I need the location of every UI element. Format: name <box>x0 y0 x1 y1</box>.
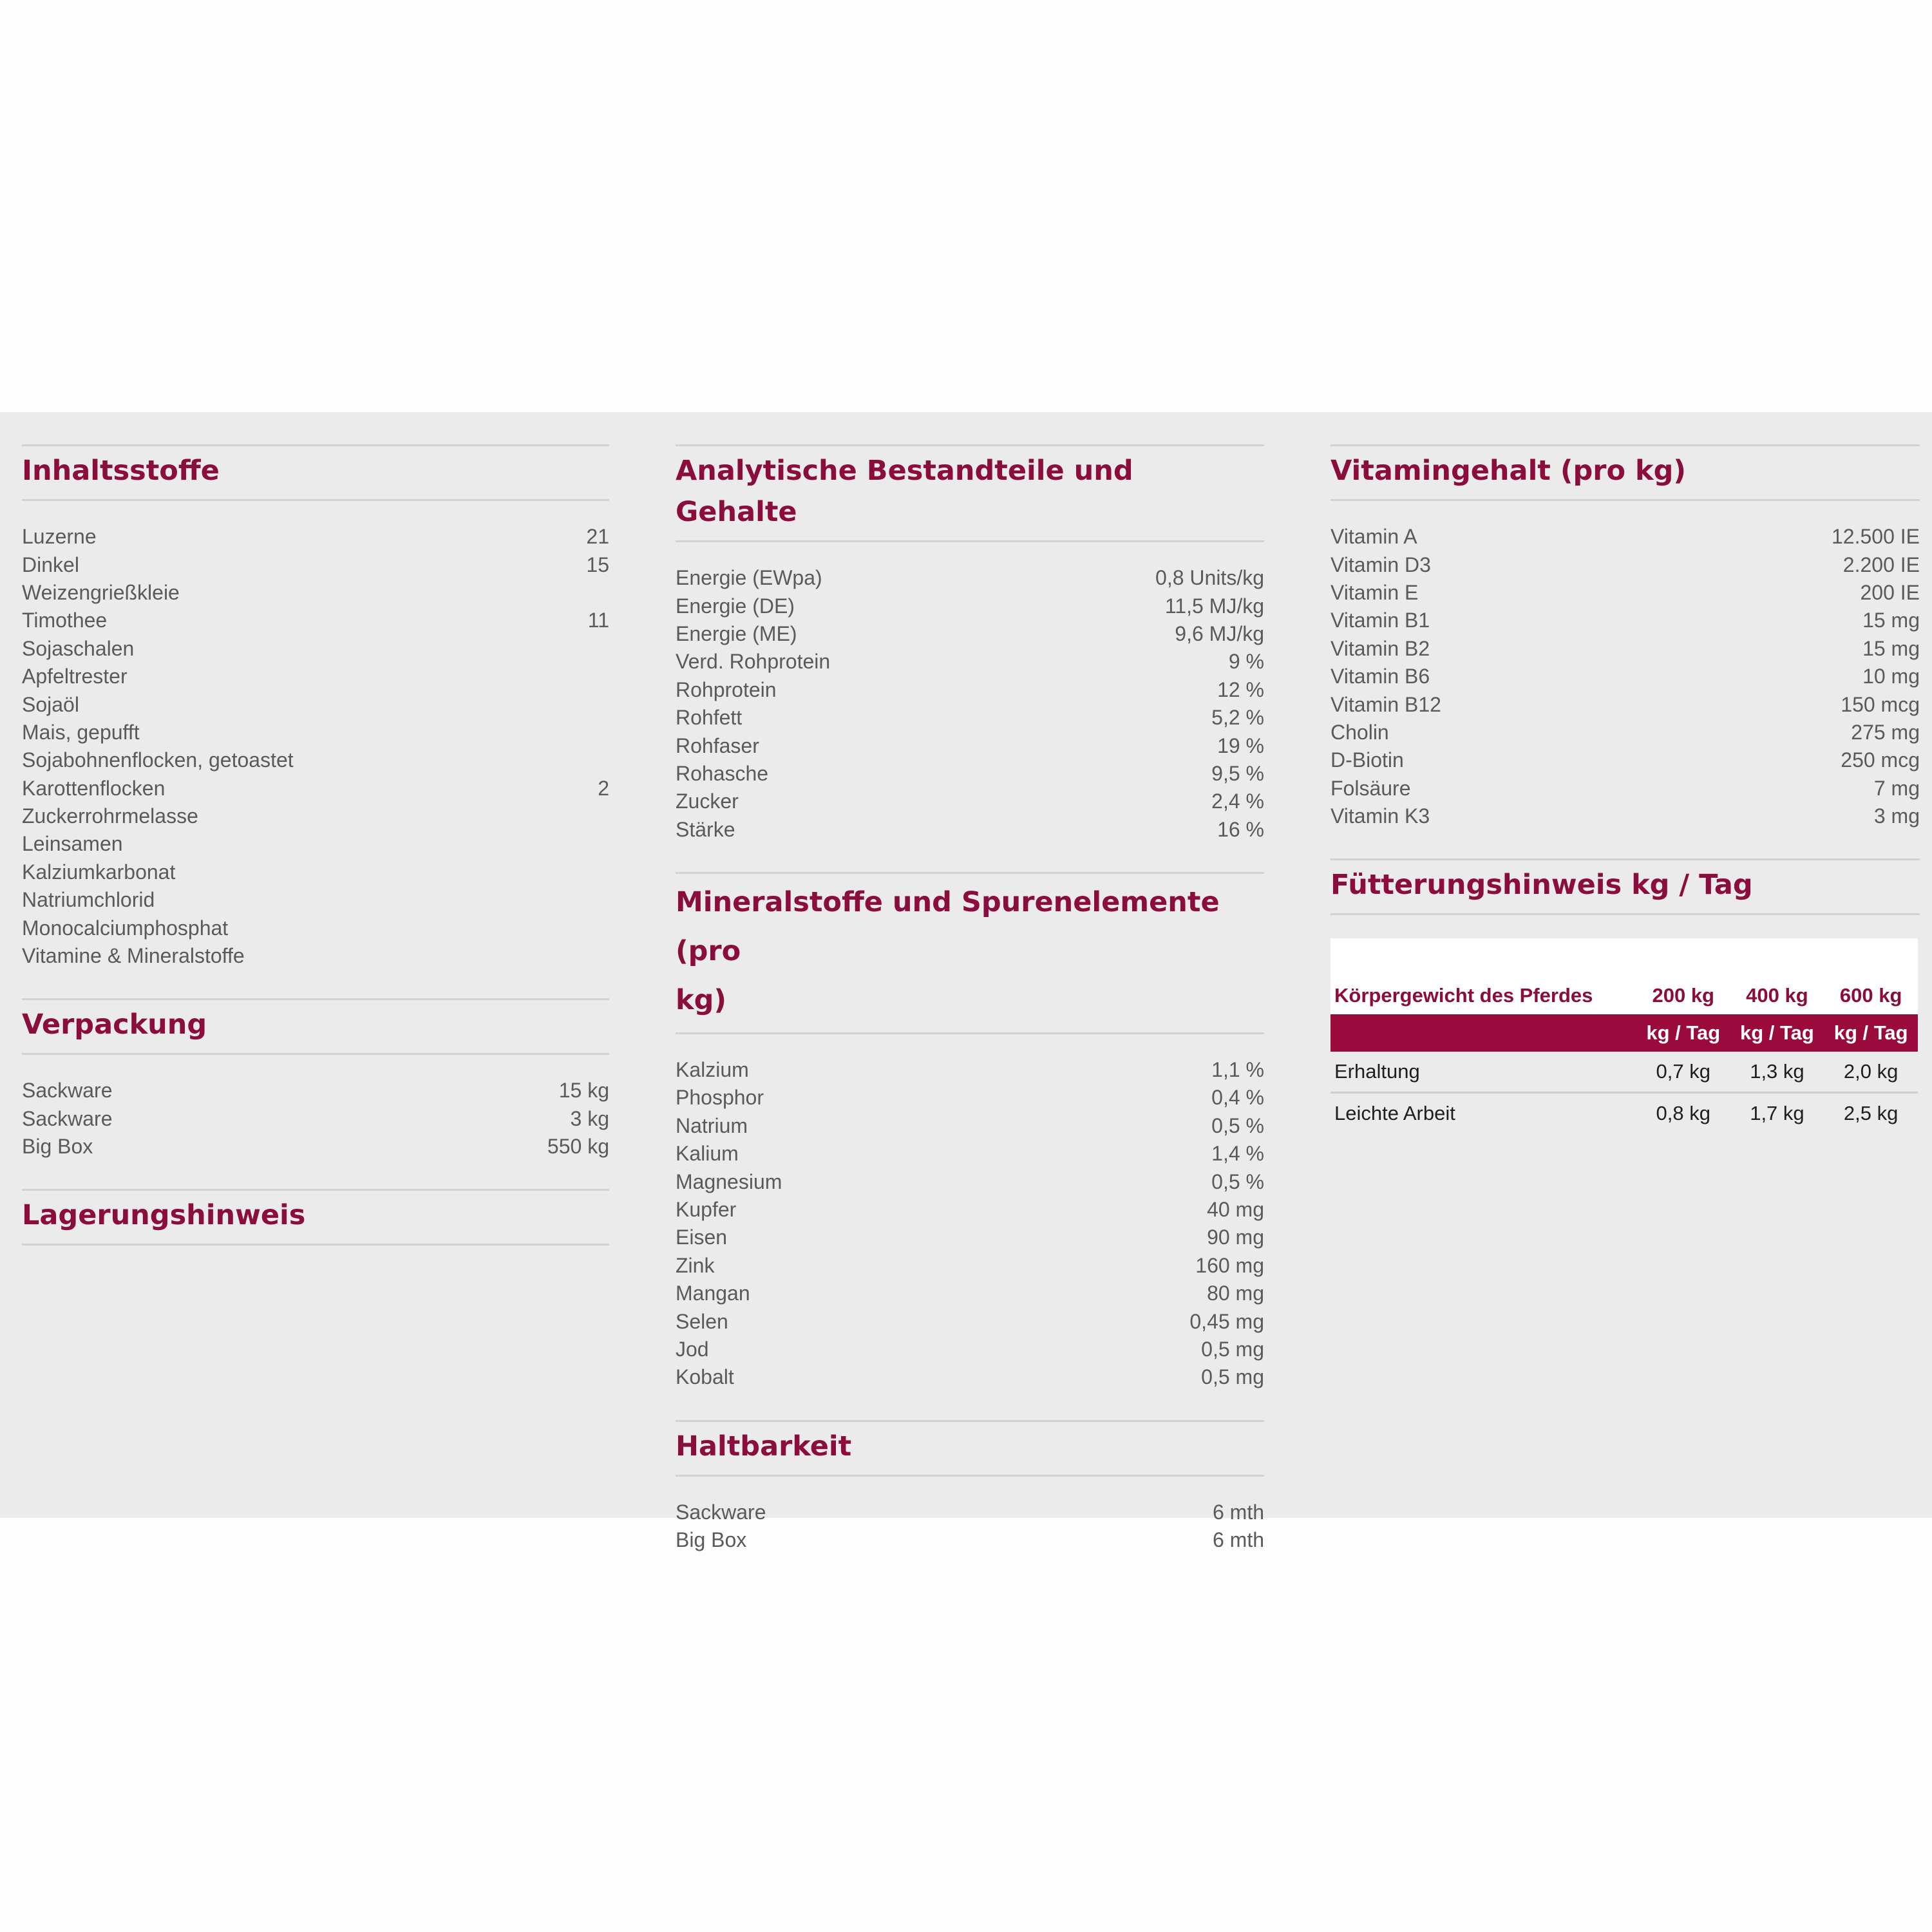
item-value: 1,1 % <box>1211 1058 1264 1082</box>
list-item <box>676 1336 1264 1363</box>
section-analytisch <box>676 444 1264 872</box>
item-value: 90 mg <box>1207 1226 1264 1249</box>
list-item <box>22 886 609 914</box>
item-name: Kobalt <box>676 1365 734 1389</box>
list <box>676 542 1264 872</box>
item-name: Timothee <box>22 609 108 632</box>
list-item <box>676 620 1264 648</box>
list-item <box>1331 663 1920 690</box>
list-item <box>676 816 1264 844</box>
list-item <box>676 1168 1264 1195</box>
weight-header: 400 kg <box>1746 984 1808 1007</box>
list-item <box>676 760 1264 788</box>
list-item <box>22 635 609 663</box>
list-item <box>676 788 1264 815</box>
item-value: 12.500 IE <box>1832 525 1920 549</box>
item-name: Zucker <box>676 790 739 813</box>
list-item <box>676 676 1264 704</box>
item-name: Magnesium <box>676 1170 782 1193</box>
item-value: 21 <box>586 525 609 549</box>
item-value: 150 mcg <box>1841 692 1920 716</box>
section-title: Verpackung <box>22 1009 207 1041</box>
item-value: 15 <box>586 553 609 576</box>
item-name: Energie (ME) <box>676 621 797 645</box>
item-name: Sojabohnenflocken, getoastet <box>22 748 294 772</box>
list-item <box>676 704 1264 732</box>
list-item <box>22 830 609 858</box>
list-item <box>22 942 609 970</box>
item-name: Selen <box>676 1309 728 1333</box>
section-lagerung <box>22 1189 609 1245</box>
feeding-table-unit-bar <box>1331 1014 1918 1052</box>
list-item <box>676 1084 1264 1112</box>
item-value: 5,2 % <box>1211 706 1264 730</box>
item-name: Sackware <box>676 1500 766 1524</box>
item-value: 40 mg <box>1207 1198 1264 1222</box>
row-value: 2,0 kg <box>1824 1052 1918 1093</box>
section-title: Analytische Bestandteile und Gehalte <box>676 455 1133 528</box>
item-name: Karottenflocken <box>22 776 166 800</box>
list-item <box>22 551 609 578</box>
list-item <box>22 523 609 551</box>
item-name: Big Box <box>676 1528 747 1552</box>
item-name: Energie (DE) <box>676 594 795 618</box>
item-name: Sojaöl <box>22 692 79 716</box>
item-value: 0,4 % <box>1211 1086 1264 1110</box>
list-item <box>22 579 609 607</box>
item-value: 200 IE <box>1860 580 1920 604</box>
item-value: 2,4 % <box>1211 790 1264 813</box>
item-value: 15 kg <box>558 1079 609 1103</box>
list-item <box>22 607 609 634</box>
item-value: 16 % <box>1217 817 1264 841</box>
item-value: 15 mg <box>1862 636 1920 660</box>
item-name: Rohfaser <box>676 734 759 757</box>
section-inhaltsstoffe <box>22 444 609 998</box>
section-title-line1: Mineralstoffe und Spurenelemente (pro <box>676 886 1220 967</box>
list <box>676 1034 1264 1420</box>
item-value: 6 mth <box>1212 1500 1264 1524</box>
list-item <box>22 690 609 718</box>
item-name: Rohfett <box>676 706 743 730</box>
item-value: 9 % <box>1228 650 1264 674</box>
item-name: Monocalciumphosphat <box>22 916 229 940</box>
section-title: Fütterungshinweis kg / Tag <box>1331 869 1753 902</box>
item-name: Apfeltrester <box>22 665 128 688</box>
list-item <box>676 732 1264 759</box>
item-name: Leinsamen <box>22 832 123 856</box>
list-item <box>676 1280 1264 1307</box>
item-value: 275 mg <box>1851 720 1920 744</box>
item-name: Folsäure <box>1331 776 1411 800</box>
item-name: Vitamin E <box>1331 580 1419 604</box>
item-name: Weizengrießkleie <box>22 580 180 604</box>
list-item <box>676 1252 1264 1280</box>
weight-header: 600 kg <box>1839 984 1902 1007</box>
list-item <box>676 1307 1264 1335</box>
feeding-table-header <box>1331 977 1918 1014</box>
item-value: 3 kg <box>570 1106 609 1130</box>
item-value: 0,5 mg <box>1201 1365 1264 1389</box>
section-title-line2: kg) <box>676 983 727 1016</box>
table-row <box>1331 1093 1918 1134</box>
item-name: Mais, gepufft <box>22 720 140 744</box>
item-name: Vitamine & Mineralstoffe <box>22 944 245 968</box>
section-verpackung <box>22 998 609 1189</box>
item-name: Natrium <box>676 1113 748 1137</box>
item-name: Stärke <box>676 817 735 841</box>
list-item <box>22 746 609 774</box>
list-item <box>1331 719 1920 746</box>
list-item <box>22 802 609 830</box>
column-left <box>22 444 609 1245</box>
list-item <box>1331 579 1920 607</box>
list-item <box>1331 635 1920 663</box>
row-label: Erhaltung <box>1331 1052 1636 1093</box>
list-item <box>676 648 1264 676</box>
list <box>1331 501 1920 858</box>
section-title: Vitamingehalt (pro kg) <box>1331 455 1687 487</box>
list-item <box>676 1526 1264 1554</box>
list-item <box>22 775 609 802</box>
item-value: 0,8 Units/kg <box>1155 566 1264 590</box>
item-value: 0,5 % <box>1211 1170 1264 1193</box>
item-name: Natriumchlorid <box>22 888 155 912</box>
item-value: 11,5 MJ/kg <box>1164 594 1264 618</box>
item-name: Sackware <box>22 1106 113 1130</box>
weight-header: 200 kg <box>1652 984 1714 1007</box>
list-item <box>676 1112 1264 1140</box>
item-name: Big Box <box>22 1135 93 1159</box>
item-name: D-Biotin <box>1331 748 1404 772</box>
list-item <box>676 1140 1264 1168</box>
section-title: Lagerungshinweis <box>22 1199 306 1232</box>
item-name: Rohasche <box>676 761 769 785</box>
item-name: Vitamin B2 <box>1331 636 1430 660</box>
item-name: Kalzium <box>676 1058 749 1082</box>
section-haltbarkeit <box>676 1420 1264 1583</box>
list-item <box>22 1133 609 1160</box>
unit-label: kg / Tag <box>1636 1014 1730 1052</box>
item-name: Energie (EWpa) <box>676 566 822 590</box>
item-value: 15 mg <box>1862 609 1920 632</box>
item-name: Vitamin K3 <box>1331 804 1430 828</box>
item-name: Kupfer <box>676 1198 737 1222</box>
section-mineralstoffe <box>676 872 1264 1420</box>
section-fuetterung <box>1331 858 1920 1133</box>
item-name: Rohprotein <box>676 677 777 701</box>
item-value: 9,6 MJ/kg <box>1175 621 1264 645</box>
section-title: Haltbarkeit <box>676 1430 852 1463</box>
list <box>676 1477 1264 1583</box>
list-item <box>22 719 609 746</box>
section-title <box>676 878 1264 1025</box>
unit-label: kg / Tag <box>1824 1014 1918 1052</box>
item-value: 0,5 % <box>1211 1113 1264 1137</box>
list-item <box>1331 523 1920 551</box>
row-value: 0,8 kg <box>1636 1093 1730 1134</box>
item-name: Sojaschalen <box>22 636 135 660</box>
item-name: Cholin <box>1331 720 1389 744</box>
item-value: 19 % <box>1217 734 1264 757</box>
item-value: 10 mg <box>1862 665 1920 688</box>
item-value: 80 mg <box>1207 1282 1264 1305</box>
row-value: 2,5 kg <box>1824 1093 1918 1134</box>
item-value: 550 kg <box>547 1135 609 1159</box>
item-value: 0,5 mg <box>1201 1338 1264 1361</box>
item-name: Kalium <box>676 1142 739 1166</box>
item-value: 3 mg <box>1873 804 1920 828</box>
item-name: Vitamin B1 <box>1331 609 1430 632</box>
item-name: Luzerne <box>22 525 97 549</box>
list-item <box>1331 802 1920 830</box>
item-name: Zink <box>676 1253 715 1277</box>
item-value: 12 % <box>1217 677 1264 701</box>
item-name: Vitamin A <box>1331 525 1417 549</box>
item-value: 9,5 % <box>1211 761 1264 785</box>
section-title: Inhaltsstoffe <box>22 455 220 487</box>
item-name: Jod <box>676 1338 709 1361</box>
list <box>22 1055 609 1189</box>
item-name: Sackware <box>22 1079 113 1103</box>
product-info-panel <box>0 412 1932 1552</box>
list-item <box>22 663 609 690</box>
list-item <box>22 1077 609 1104</box>
list-item <box>1331 690 1920 718</box>
list-item <box>676 564 1264 592</box>
item-name: Verd. Rohprotein <box>676 650 831 674</box>
row-label: Leichte Arbeit <box>1331 1093 1636 1134</box>
list-item <box>676 1056 1264 1084</box>
list-item <box>1331 607 1920 634</box>
list-item <box>22 1105 609 1133</box>
column-right <box>1331 444 1920 1133</box>
row-value: 1,3 kg <box>1730 1052 1824 1093</box>
item-name: Vitamin B6 <box>1331 665 1430 688</box>
item-name: Kalziumkarbonat <box>22 860 176 884</box>
list-item <box>1331 775 1920 802</box>
unit-label: kg / Tag <box>1730 1014 1824 1052</box>
item-value: 2 <box>598 776 609 800</box>
item-name: Vitamin B12 <box>1331 692 1441 716</box>
item-value: 250 mcg <box>1841 748 1920 772</box>
item-name: Phosphor <box>676 1086 764 1110</box>
list-item <box>676 1196 1264 1224</box>
item-value: 11 <box>587 609 609 632</box>
item-value: 6 mth <box>1212 1528 1264 1552</box>
item-value: 2.200 IE <box>1842 553 1920 576</box>
row-value: 1,7 kg <box>1730 1093 1824 1134</box>
list-item <box>1331 746 1920 774</box>
unit-bar-spacer <box>1331 1014 1636 1052</box>
list-item <box>676 1363 1264 1391</box>
table-row <box>1331 1052 1918 1093</box>
item-name: Mangan <box>676 1282 750 1305</box>
feeding-table-box <box>1331 938 1918 1133</box>
list-item <box>676 592 1264 620</box>
item-value: 160 mg <box>1195 1253 1264 1277</box>
item-name: Eisen <box>676 1226 728 1249</box>
section-vitamingehalt <box>1331 444 1920 858</box>
item-name: Zuckerrohrmelasse <box>22 804 198 828</box>
list-item <box>1331 551 1920 578</box>
column-middle <box>676 444 1264 1582</box>
header-label: Körpergewicht des Pferdes <box>1334 984 1593 1007</box>
item-value: 7 mg <box>1873 776 1920 800</box>
item-name: Dinkel <box>22 553 79 576</box>
list-item <box>676 1224 1264 1251</box>
item-value: 0,45 mg <box>1189 1309 1264 1333</box>
list-item <box>22 858 609 886</box>
list <box>22 501 609 998</box>
row-value: 0,7 kg <box>1636 1052 1730 1093</box>
item-name: Vitamin D3 <box>1331 553 1431 576</box>
list-item <box>676 1499 1264 1526</box>
list-item <box>22 914 609 942</box>
feeding-table <box>1331 977 1918 1133</box>
item-value: 1,4 % <box>1211 1142 1264 1166</box>
